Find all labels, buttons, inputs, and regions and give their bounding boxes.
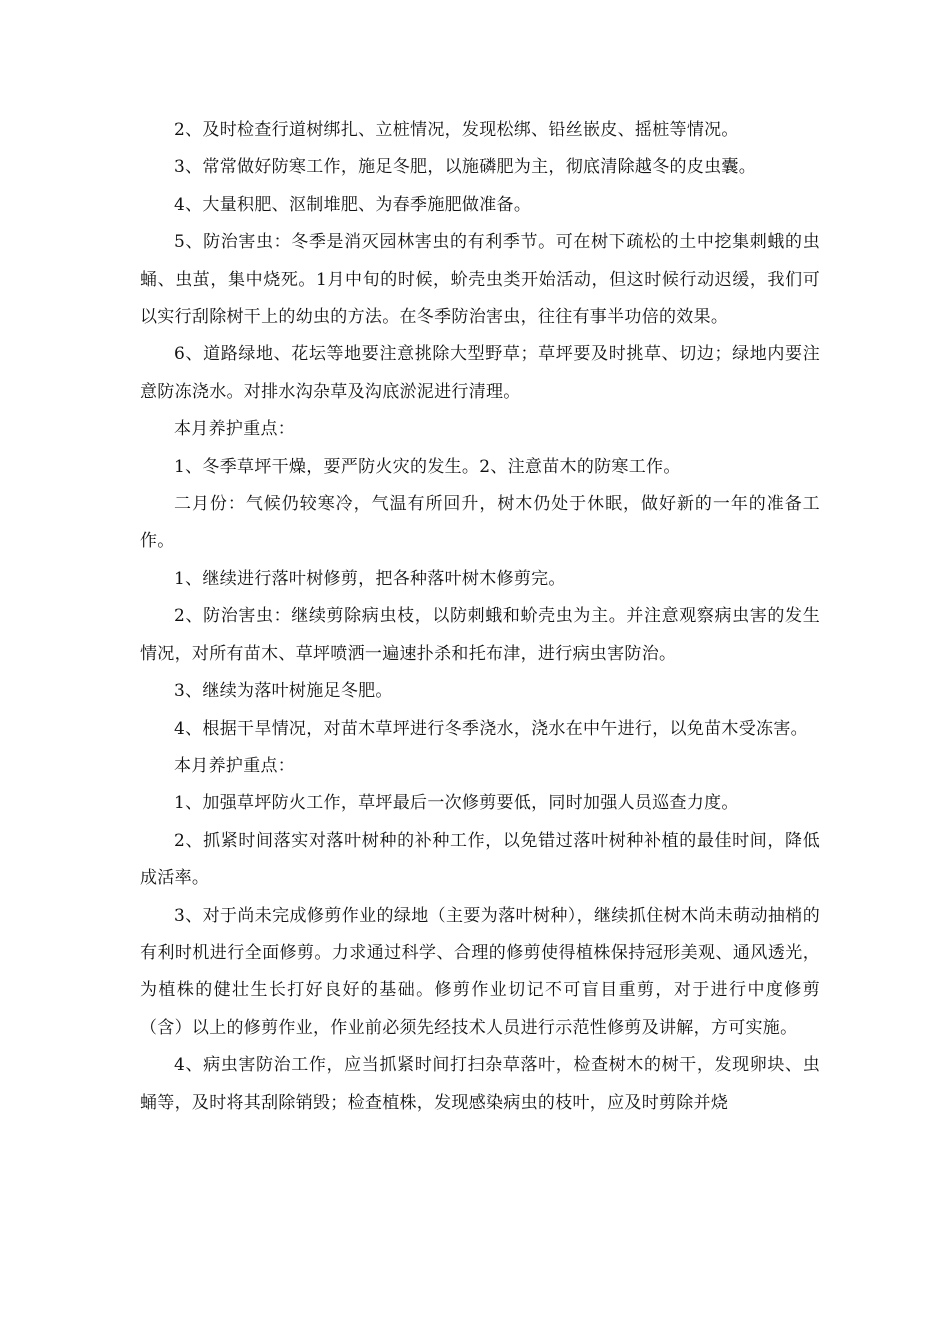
- paragraph-3: 4、大量积肥、沤制堆肥、为春季施肥做准备。: [174, 194, 532, 215]
- document-body: [140, 112, 820, 1122]
- paragraph-4: 5、防治害虫：冬季是消灭园林害虫的有利季节。可在树下疏松的土中挖集刺蛾的虫蛹、虫茧，集中烧死。1月中旬的时候，蚧壳虫类开始活动，但这时候行动迟缓，我们可以实行刮除树干上的幼虫的方法。在冬季防治害虫，往往有事半功倍的效果。: [140, 232, 820, 328]
- section-heading-focus-2: 本月养护重点：: [174, 755, 296, 776]
- paragraph-2: 3、常常做好防寒工作，施足冬肥，以施磷肥为主，彻底清除越冬的皮虫囊。: [174, 157, 757, 178]
- paragraph-15: 2、抓紧时间落实对落叶树种的补种工作，以免错过落叶树种补植的最佳时间，降低成活率。: [140, 830, 820, 889]
- paragraph-1: 2、及时检查行道树绑扎、立桩情况，发现松绑、铅丝嵌皮、摇桩等情况。: [174, 120, 739, 140]
- paragraph-10: 2、防治害虫：继续剪除病虫枝，以防刺蛾和蚧壳虫为主。并注意观察病虫害的发生情况，对所有苗木、草坪喷洒一遍速扑杀和托布津，进行病虫害防治。: [140, 606, 820, 664]
- paragraph-12: 4、根据干旱情况，对苗木草坪进行冬季浇水，浇水在中午进行，以免苗木受冻害。: [174, 718, 808, 739]
- paragraph-17: 4、病虫害防治工作，应当抓紧时间打扫杂草落叶，检查树木的树干，发现卵块、虫蛹等，及时将其刮除销毁；检查植株，发现感染病虫的枝叶，应及时剪除并烧: [140, 1055, 820, 1113]
- paragraph-11: 3、继续为落叶树施足冬肥。: [174, 681, 393, 702]
- paragraph-14: 1、加强草坪防火工作，草坪最后一次修剪要低，同时加强人员巡查力度。: [174, 793, 739, 814]
- month-heading-february: 二月份：气候仍较寒冷，气温有所回升，树木仍处于休眠，做好新的一年的准备工作。: [140, 494, 820, 552]
- paragraph-5: 6、道路绿地、花坛等地要注意挑除大型野草；草坪要及时挑草、切边；绿地内要注意防冻浇水。对排水沟杂草及沟底淤泥进行清理。: [140, 344, 820, 402]
- section-heading-focus: 本月养护重点：: [174, 419, 296, 440]
- paragraph-7: 1、冬季草坪干燥，要严防火灾的发生。2、注意苗木的防寒工作。: [174, 456, 681, 477]
- paragraph-9: 1、继续进行落叶树修剪，把各种落叶树木修剪完。: [174, 568, 566, 589]
- paragraph-16: 3、对于尚未完成修剪作业的绿地（主要为落叶树种），继续抓住树木尚未萌动抽梢的有利时机进行全面修剪。力求通过科学、合理的修剪使得植株保持冠形美观、通风透光，为植株的健壮生长打好良好的基础。修剪作业切记不可盲目重剪，对于进行中度修剪（含）以上的修剪作业，作业前必须先经技术人员进行示范性修剪及讲解，方可实施。: [140, 905, 820, 1038]
